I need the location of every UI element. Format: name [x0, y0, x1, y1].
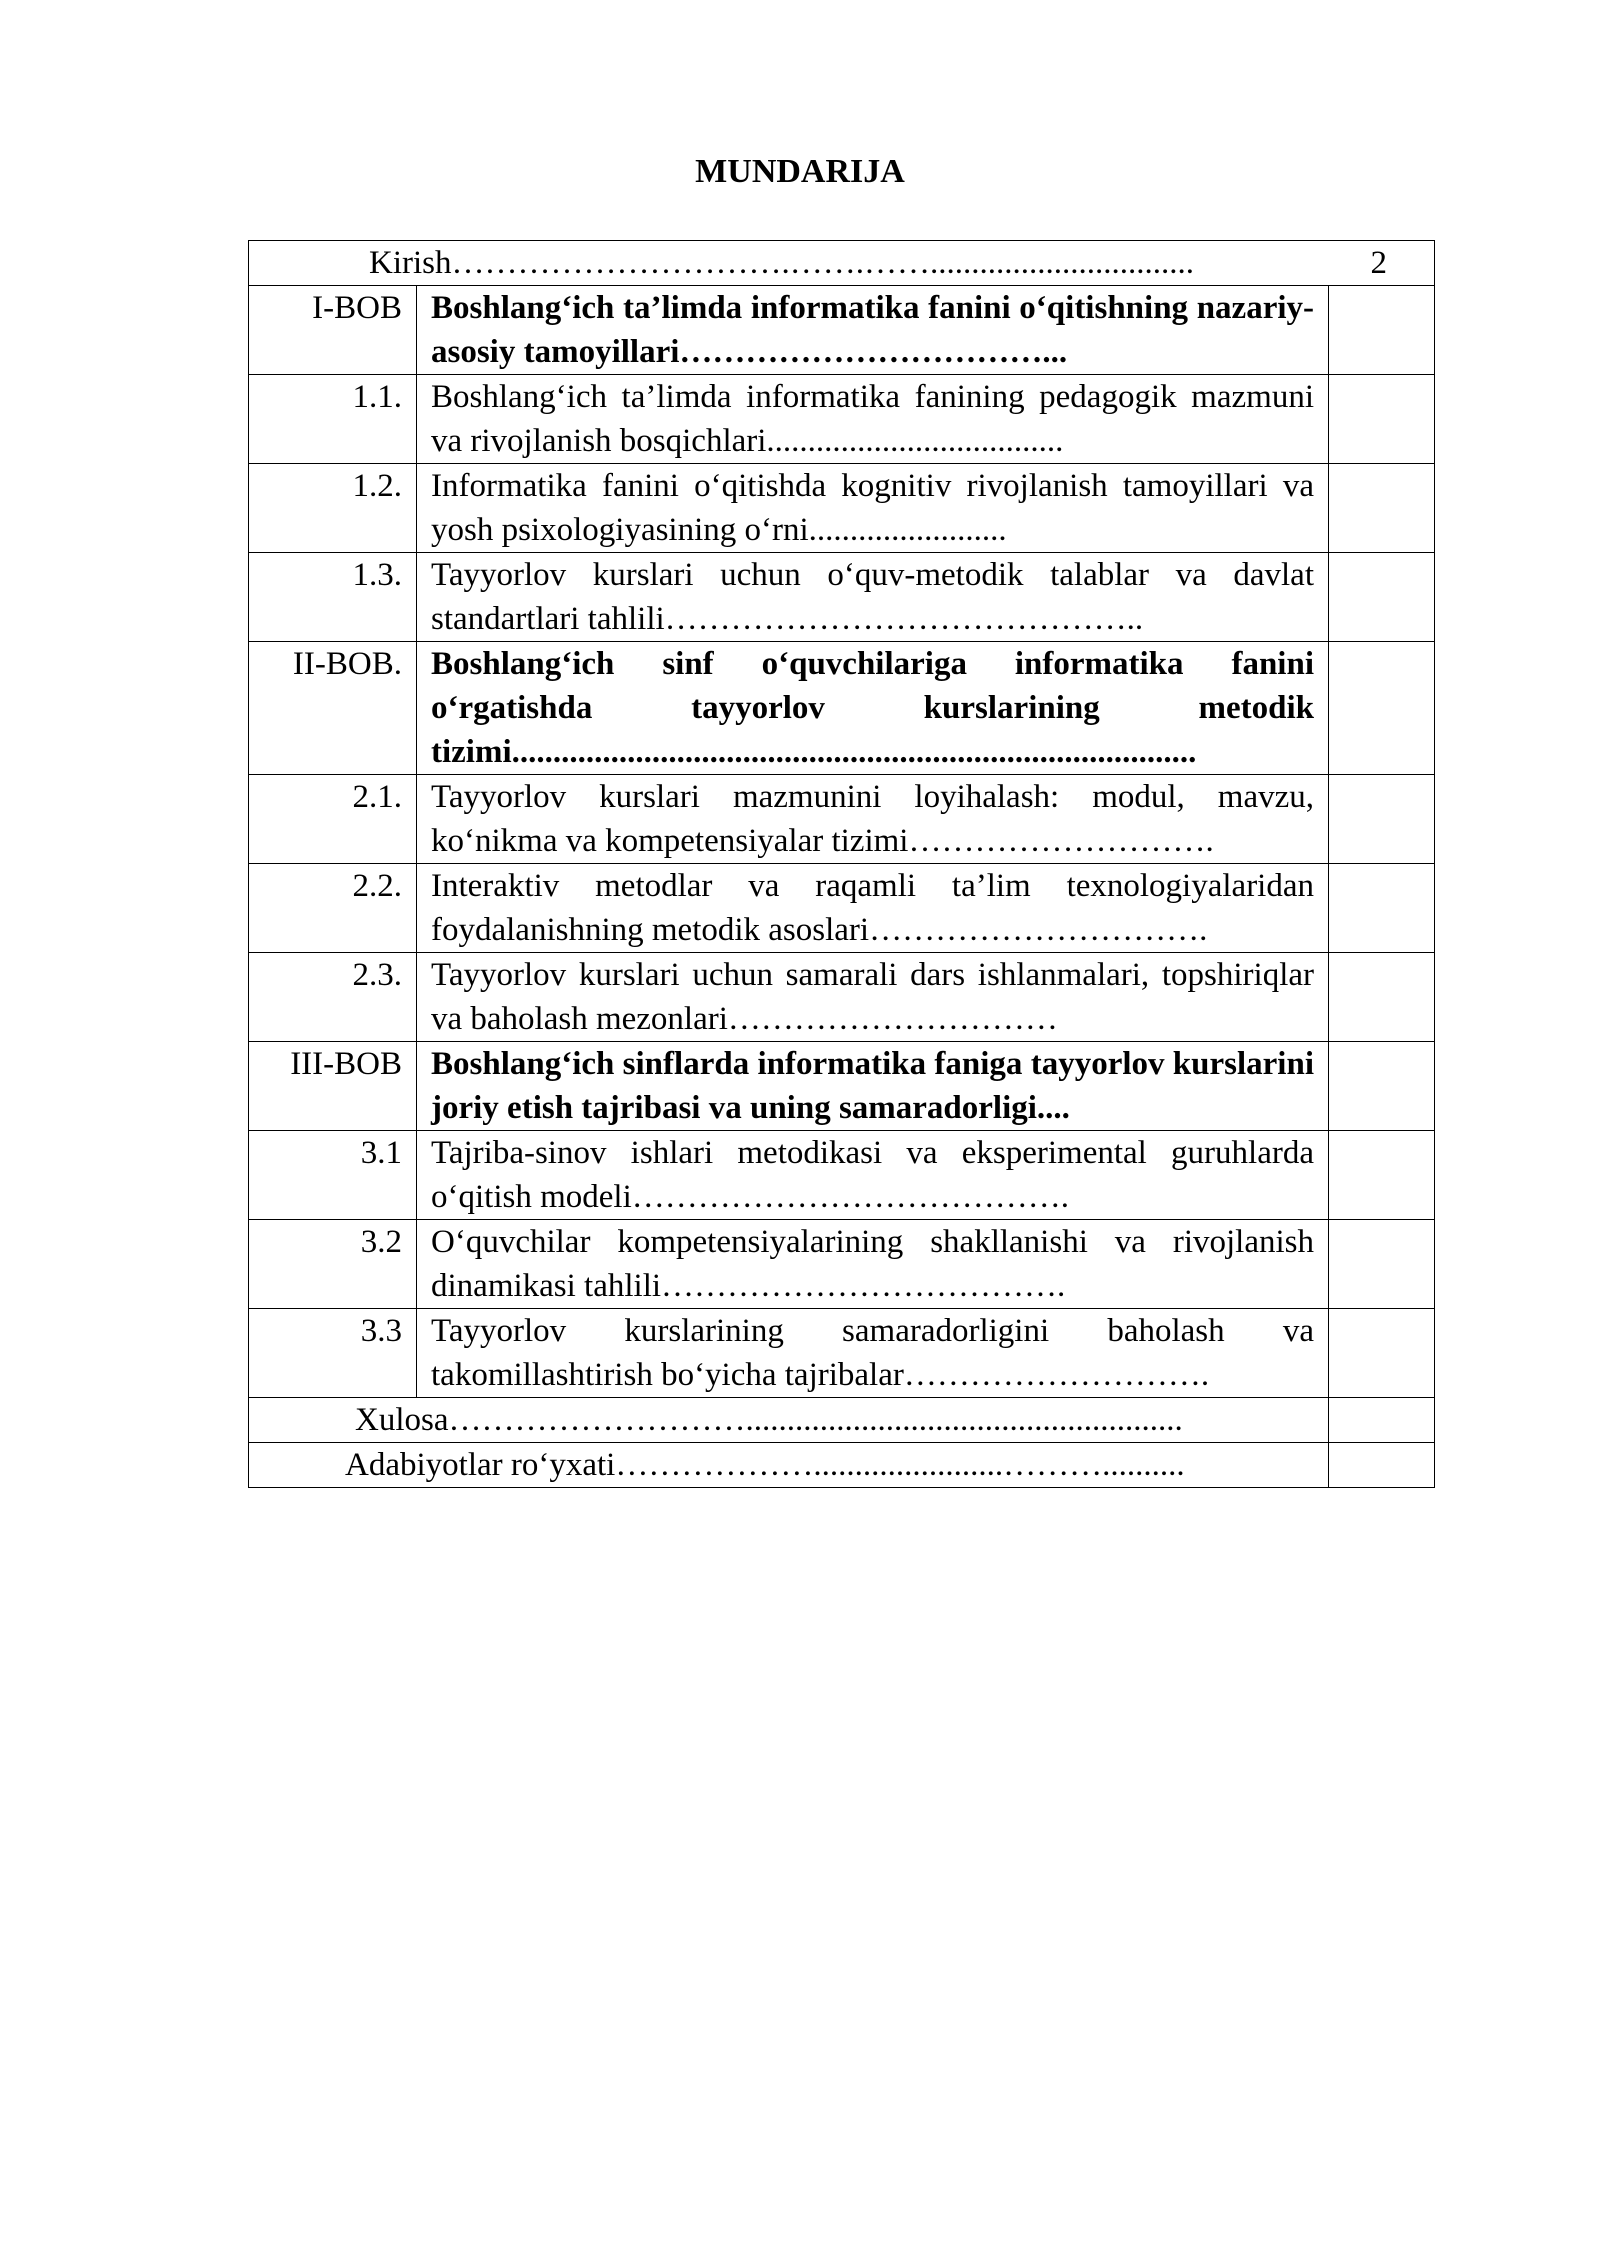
toc-entry-page [1329, 864, 1435, 953]
toc-entry-title: Interaktiv metodlar va raqamli ta’lim texnologiyalaridan foydalanishning metodik asoslari…………………………. [417, 864, 1329, 953]
toc-entry-page [1329, 286, 1435, 375]
toc-row [249, 286, 1435, 375]
toc-entry-page [1329, 553, 1435, 642]
toc-row [249, 464, 1435, 553]
toc-entry-page [1329, 642, 1435, 775]
toc-entry-number: 3.2 [249, 1220, 417, 1309]
toc-entry-page [1329, 1042, 1435, 1131]
toc-row [249, 1131, 1435, 1220]
toc-row [249, 642, 1435, 775]
toc-entry-number: 1.2. [249, 464, 417, 553]
toc-entry-number: 2.1. [249, 775, 417, 864]
toc-row [249, 864, 1435, 953]
toc-kirish-cell [249, 241, 1435, 286]
toc-row [249, 1220, 1435, 1309]
toc-entry-title: Boshlang‘ich ta’limda informatika fanini o‘qitishning nazariy-asosiy tamoyillari……………………………... [417, 286, 1329, 375]
page-title: MUNDARIJA [695, 153, 905, 190]
toc-entry-number: 2.2. [249, 864, 417, 953]
toc-entry-title: Boshlang‘ich sinf o‘quvchilariga informatika fanini o‘rgatishda tayyorlov kurslarining metodik tizimi................................................................................... [417, 642, 1329, 775]
toc-xulosa-label: Xulosa………………………..................................................... [355, 1402, 1183, 1438]
table-of-contents [248, 240, 1435, 1488]
toc-entry-number: 3.1 [249, 1131, 417, 1220]
toc-xulosa-cell [249, 1398, 1329, 1443]
toc-entry-number: 3.3 [249, 1309, 417, 1398]
toc-entry-page [1329, 953, 1435, 1042]
toc-row [249, 375, 1435, 464]
toc-entry-title: O‘quvchilar kompetensiyalarining shakllanishi va rivojlanish dinamikasi tahlili………………………………. [417, 1220, 1329, 1309]
toc-kirish-page: 2 [1370, 245, 1388, 281]
toc-entry-title: Tayyorlov kurslarining samaradorligini baholash va takomillashtirish bo‘yicha tajribalar………………………. [417, 1309, 1329, 1398]
toc-row-xulosa [249, 1398, 1435, 1443]
toc-row [249, 553, 1435, 642]
toc-entry-title: Boshlang‘ich sinflarda informatika faniga tayyorlov kurslarini joriy etish tajribasi va uning samaradorligi.... [417, 1042, 1329, 1131]
toc-adabiyotlar-label: Adabiyotlar ro‘yxati……………….......................……….......... [345, 1447, 1185, 1483]
toc-entry-title: Tayyorlov kurslari uchun samarali dars ishlanmalari, topshiriqlar va baholash mezonlari………………………… [417, 953, 1329, 1042]
toc-entry-page [1329, 375, 1435, 464]
toc-entry-page [1329, 1131, 1435, 1220]
toc-entry-number: 2.3. [249, 953, 417, 1042]
toc-entry-number: 1.1. [249, 375, 417, 464]
toc-row-adabiyotlar [249, 1443, 1435, 1488]
toc-entry-title: Tajriba-sinov ishlari metodikasi va eksperimental guruhlarda o‘qitish modeli…………………………………. [417, 1131, 1329, 1220]
toc-entry-number: 1.3. [249, 553, 417, 642]
toc-xulosa-page [1329, 1398, 1435, 1443]
toc-kirish-label: Kirish………………………….…….……................................ [369, 245, 1194, 281]
toc-entry-number: II-BOB. [249, 642, 417, 775]
toc-row [249, 775, 1435, 864]
toc-row [249, 1042, 1435, 1131]
toc-row [249, 1309, 1435, 1398]
toc-entry-page [1329, 464, 1435, 553]
toc-row-kirish [249, 241, 1435, 286]
toc-entry-page [1329, 1220, 1435, 1309]
toc-row [249, 953, 1435, 1042]
toc-entry-title: Tayyorlov kurslari mazmunini loyihalash: modul, mavzu, ko‘nikma va kompetensiyalar tizimi………………………. [417, 775, 1329, 864]
toc-entry-title: Informatika fanini o‘qitishda kognitiv rivojlanish tamoyillari va yosh psixologiyasining o‘rni........................ [417, 464, 1329, 553]
toc-entry-title: Boshlang‘ich ta’limda informatika fanining pedagogik mazmuni va rivojlanish bosqichlari.................................... [417, 375, 1329, 464]
toc-entry-page [1329, 1309, 1435, 1398]
toc-adabiyotlar-page [1329, 1443, 1435, 1488]
toc-adabiyotlar-cell [249, 1443, 1329, 1488]
toc-entry-title: Tayyorlov kurslari uchun o‘quv-metodik talablar va davlat standartlari tahlili…………………………………….. [417, 553, 1329, 642]
toc-entry-number: III-BOB [249, 1042, 417, 1131]
toc-entry-page [1329, 775, 1435, 864]
toc-entry-number: I-BOB [249, 286, 417, 375]
